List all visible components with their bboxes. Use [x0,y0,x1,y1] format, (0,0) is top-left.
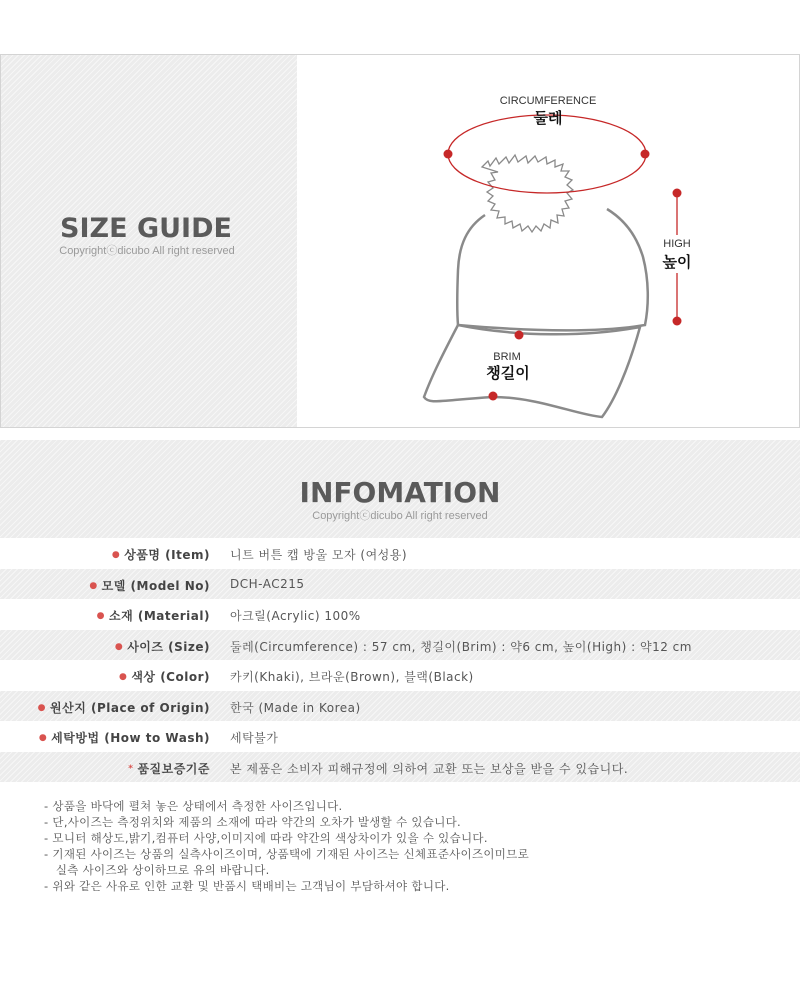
note-item: - 기재된 사이즈는 상품의 실측사이즈이며, 상품택에 기재된 사이즈는 신체표준사이즈이미므로 [44,847,529,861]
circumference-right-marker [641,150,650,159]
info-row-model [0,569,800,600]
info-label [128,760,210,777]
high-top-marker [673,189,682,198]
brim-label-en: BRIM [493,351,521,363]
note-item: - 단,사이즈는 측정위치와 제품의 소재에 따라 약간의 오차가 발생할 수 있습니다. [44,815,461,829]
info-row-warranty [0,752,800,783]
info-value: 니트 버튼 캡 방울 모자 (여성용) [230,548,408,562]
high-bottom-marker [673,317,682,326]
info-value: 본 제품은 소비자 피해규정에 의하여 교환 또는 보상을 받을 수 있습니다. [230,761,629,776]
brim-bottom-marker [489,392,498,401]
info-value: 카키(Khaki), 브라운(Brown), 블랙(Black) [230,670,474,684]
information-header [0,440,800,538]
info-label-text: 원산지 (Place of Origin) [50,700,210,715]
bullet-icon: ● [37,702,47,713]
bullet-icon: ● [111,550,121,560]
bullet-icon: * [128,763,134,774]
info-label-text: 색상 (Color) [131,670,210,684]
info-label-text: 상품명 (Item) [124,548,210,562]
note-item: - 위와 같은 사유로 인한 교환 및 반품시 택배비는 고객님이 부담하셔야 합니다. [44,879,450,893]
info-row-material [0,599,800,630]
info-row-size [0,630,800,661]
info-label [89,577,210,594]
info-row-origin [0,691,800,722]
size-guide-title-panel [0,55,297,427]
info-label [38,699,210,716]
info-label-text: 세탁방법 (How to Wash) [51,731,210,745]
bullet-icon: ● [89,580,98,591]
info-label [97,607,210,624]
brim-label-ko: 챙길이 [486,364,530,382]
info-value: 둘레(Circumference) : 57 cm, 챙길이(Brim) : 약6 cm, 높이(High) : 약12 cm [230,639,692,654]
brim-top-marker [515,331,524,340]
info-row-color [0,660,800,691]
info-value: 세탁불가 [230,731,279,745]
info-label-text: 모델 (Model No) [101,578,210,593]
information-copyright: Copyrightⓒdicubo All right reserved [312,510,488,522]
info-row-item [0,538,800,569]
circumference-label-ko: 둘레 [533,109,563,127]
note-item: 실측 사이즈와 상이하므로 유의 바랍니다. [44,863,270,877]
size-guide-copyright: Copyrightⓒdicubo All right reserved [59,245,235,257]
info-row-wash [0,721,800,752]
info-label-text: 사이즈 (Size) [127,639,210,654]
information-table [0,538,800,782]
info-label-text: 품질보증기준 [137,761,210,776]
info-label-text: 소재 (Material) [109,609,210,623]
size-guide-section [0,54,800,428]
circumference-left-marker [444,150,453,159]
info-label [112,546,210,563]
note-item: - 상품을 바닥에 펼쳐 놓은 상태에서 측정한 사이즈입니다. [44,799,343,813]
note-item: - 모니터 해상도,밝기,컴퓨터 사양,이미지에 따라 약간의 색상차이가 있을 수 있습니다. [44,831,488,845]
bullet-icon: ● [38,733,48,743]
brim-label-backdrop [465,258,537,296]
high-label-en: HIGH [663,238,691,250]
info-value: 한국 (Made in Korea) [230,700,361,715]
info-label [39,729,210,746]
bullet-icon: ● [118,672,128,682]
information-title: INFOMATION [299,476,501,509]
bullet-icon: ● [114,641,124,652]
bullet-icon: ● [96,611,105,621]
size-guide-title: SIZE GUIDE [60,213,232,244]
info-value: DCH-AC215 [230,576,305,591]
cap-brim-outline [424,325,640,417]
info-value: 아크릴(Acrylic) 100% [230,609,361,623]
high-label-ko: 높이 [662,253,692,271]
hat-diagram [297,55,800,427]
circumference-label-en: CIRCUMFERENCE [499,95,597,107]
info-label [115,638,210,655]
info-label [119,668,210,685]
notes-list [44,798,529,894]
